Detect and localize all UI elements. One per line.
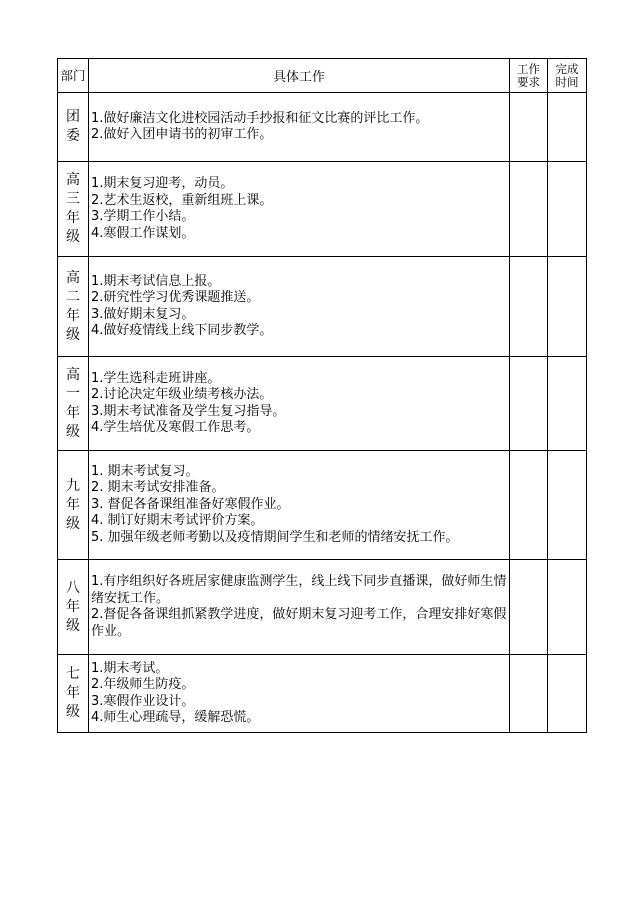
work-item: 2.督促各备课组抓紧教学进度，做好期末复习迎考工作，合理安排好寒假作业。 bbox=[91, 607, 507, 639]
dept-cell: 九年级 bbox=[58, 451, 89, 560]
completion-cell bbox=[548, 257, 587, 357]
completion-cell bbox=[548, 93, 587, 162]
table-row bbox=[58, 560, 587, 655]
completion-cell bbox=[548, 357, 587, 451]
work-item: 1. 期末考试复习。 bbox=[91, 463, 199, 479]
work-item: 5. 加强年级老师考勤以及疫情期间学生和老师的情绪安抚工作。 bbox=[91, 529, 459, 545]
work-item: 4.做好疫情线上线下同步教学。 bbox=[91, 323, 273, 338]
dept-cell: 团委 bbox=[58, 93, 89, 162]
work-item: 2.研究性学习优秀课题推送。 bbox=[91, 290, 260, 305]
work-item: 2. 期末考试安排准备。 bbox=[91, 480, 225, 496]
header-dept: 部门 bbox=[58, 59, 89, 93]
work-item: 2.做好入团申请书的初审工作。 bbox=[91, 127, 273, 142]
work-item: 4. 制订好期末考试评价方案。 bbox=[91, 513, 264, 529]
header-completion: 完成时间 bbox=[548, 59, 587, 93]
work-item: 2.讨论决定年级业绩考核办法。 bbox=[91, 387, 273, 402]
work-cell bbox=[89, 257, 510, 357]
dept-cell: 高二年级 bbox=[58, 257, 89, 357]
work-item: 1.做好廉洁文化进校园活动手抄报和征文比赛的评比工作。 bbox=[91, 110, 429, 126]
completion-cell bbox=[548, 560, 587, 655]
work-item: 1.学生选科走班讲座。 bbox=[91, 370, 221, 386]
work-item: 4.学生培优及寒假工作思考。 bbox=[91, 420, 260, 435]
completion-cell bbox=[548, 655, 587, 733]
requirement-cell bbox=[510, 93, 548, 162]
work-plan-table bbox=[57, 58, 587, 733]
dept-cell: 八年级 bbox=[58, 560, 89, 655]
header-work: 具体工作 bbox=[89, 59, 510, 93]
work-item: 4.师生心理疏导，缓解恐慌。 bbox=[91, 710, 260, 725]
table-row bbox=[58, 357, 587, 451]
requirement-cell bbox=[510, 257, 548, 357]
table-row bbox=[58, 451, 587, 560]
work-item: 3.做好期末复习。 bbox=[91, 306, 195, 322]
work-item: 1.期末考试。 bbox=[91, 660, 169, 676]
work-cell bbox=[89, 560, 510, 655]
work-cell bbox=[89, 357, 510, 451]
requirement-cell bbox=[510, 357, 548, 451]
header-row bbox=[58, 59, 587, 93]
work-item: 4.寒假工作谋划。 bbox=[91, 225, 195, 241]
work-item: 1.期末考试信息上报。 bbox=[91, 273, 221, 289]
requirement-cell bbox=[510, 451, 548, 560]
dept-cell: 七年级 bbox=[58, 655, 89, 733]
requirement-cell bbox=[510, 655, 548, 733]
dept-cell: 高三年级 bbox=[58, 162, 89, 257]
work-item: 2.年级师生防疫。 bbox=[91, 677, 195, 692]
work-item: 1.期末复习迎考，动员。 bbox=[91, 176, 234, 191]
work-cell bbox=[89, 655, 510, 733]
table-row bbox=[58, 162, 587, 257]
work-item: 3.学期工作小结。 bbox=[91, 209, 195, 224]
completion-cell bbox=[548, 162, 587, 257]
header-requirement: 工作要求 bbox=[510, 59, 548, 93]
work-cell bbox=[89, 93, 510, 162]
work-item: 2.艺术生返校，重新组班上课。 bbox=[91, 192, 273, 208]
work-cell bbox=[89, 451, 510, 560]
requirement-cell bbox=[510, 560, 548, 655]
work-item: 3.寒假作业设计。 bbox=[91, 693, 195, 709]
work-item: 3.期末考试准备及学生复习指导。 bbox=[91, 403, 286, 419]
table-row bbox=[58, 93, 587, 162]
table-row bbox=[58, 257, 587, 357]
requirement-cell bbox=[510, 162, 548, 257]
work-item: 3. 督促各备课组准备好寒假作业。 bbox=[91, 496, 290, 512]
work-item: 1.有序组织好各班居家健康监测学生，线上线下同步直播课，做好师生情绪安抚工作。 bbox=[91, 574, 507, 606]
table-row bbox=[58, 655, 587, 733]
work-cell bbox=[89, 162, 510, 257]
dept-cell: 高一年级 bbox=[58, 357, 89, 451]
completion-cell bbox=[548, 451, 587, 560]
